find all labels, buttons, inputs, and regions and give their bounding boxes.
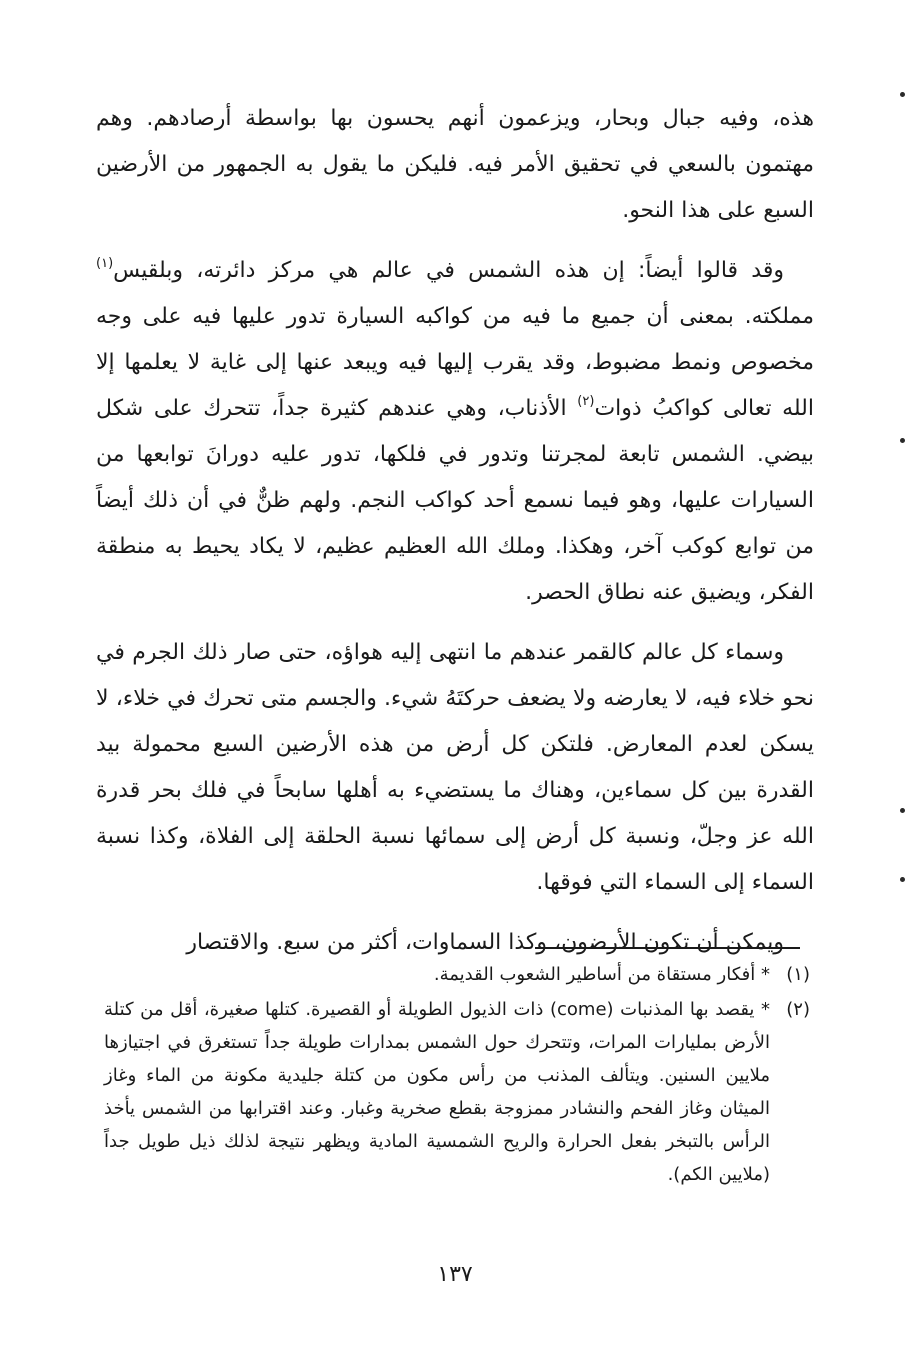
paragraph-2	[96, 248, 814, 616]
page-number: ١٣٧	[437, 1262, 473, 1287]
footnote-1-number: (١)	[786, 964, 810, 985]
paragraph-1-line-1: هذه، وفيه جبال وبحار، ويزعمون أنهم يحسون بها بواسطة أرصادهم. وهم	[96, 106, 814, 131]
paragraph-2-text-start: وقد قالوا أيضاً: إن هذه الشمس في عالم هي مركز دائرته، وبلقيس	[113, 258, 784, 283]
paragraph-1-line-3: الأرضين السبع على هذا النحو.	[96, 152, 814, 223]
paragraph-1-line-2: مهتمون بالسعي في تحقيق الأمر فيه. فليكن ما يقول به الجمهور من	[176, 152, 814, 177]
edge-mark	[900, 92, 905, 97]
paragraph-2-text-middle: مملكته. بمعنى أن جميع ما فيه من كواكبه السيارة تدور عليها فيه على وجه مخصوص ونمط مضبوط، وقد يقرب إليها فيه ويبعد عنها إلى غاية لا يعلمها إلا الله تعالى كواكبُ ذوات	[96, 304, 814, 421]
footnote-2	[104, 993, 810, 1191]
footnote-1	[104, 958, 810, 991]
paragraph-1	[96, 96, 814, 234]
footnote-ref-1[interactable]: (١)	[96, 256, 114, 271]
edge-mark	[900, 877, 905, 882]
edge-mark	[900, 438, 905, 443]
footnote-ref-2[interactable]: (٢)	[577, 394, 595, 409]
footnote-2-number: (٢)	[786, 999, 810, 1020]
footnote-2-text: * يقصد بها المذنبات (come) ذات الذيول الطويلة أو القصيرة. كتلها صغيرة، أقل من كتلة الأرض بمليارات المرات، وتتحرك حول الشمس بمدارات طويلة جداً تستغرق في اجتيازها ملايين السنين. ويتألف المذنب من رأس مكون من كتلة جليدية مكونة من الماء وغاز الميثان وغاز الفحم والنشادر ممزوجة بقطع صخرية وغبار. وعند اقترابها من الشمس يأخذ الرأس بالتبخر بفعل الحرارة والريح الشمسية المادية ويظهر نتيجة لذلك ذيل طويل جداً (ملايين الكم).	[104, 999, 770, 1185]
footnote-separator	[535, 947, 800, 949]
paragraph-4: ويمكن أن تكون الأرضون، وكذا السماوات، أكثر من سبع. والاقتصار	[186, 930, 784, 955]
edge-mark	[900, 808, 905, 813]
paragraph-3: وسماء كل عالم كالقمر عندهم ما انتهى إليه هواؤه، حتى صار ذلك الجرم في نحو خلاء فيه، لا يعارضه ولا يضعف حركتَهُ شيء. والجسم متى تحرك في خلاء، لا يسكن لعدم المعارض. فلتكن كل أرض من هذه الأرضين السبع محمولة بيد القدرة بين كل سماءين، وهناك ما يستضيء به أهلها سابحاً في فلك بحر قدرة الله عز وجلّ، ونسبة كل أرض إلى سمائها نسبة الحلقة إلى الفلاة، وكذا نسبة السماء إلى السماء التي فوقها.	[96, 640, 814, 895]
footnote-1-text: * أفكار مستقاة من أساطير الشعوب القديمة.	[433, 964, 770, 985]
footnotes	[104, 958, 810, 1193]
paragraph-2-text-end: الأذناب، وهي عندهم كثيرة جداً، تتحرك على شكل بيضي. الشمس تابعة لمجرتنا وتدور في فلكها، تدور عليه دورانَ توابعها من السيارات عليها، وهو فيما نسمع أحد كواكب النجم. ولهم ظنٌّ في أن ذلك أيضاً من توابع كوكب آخر، وهكذا. وملك الله العظيم عظيم، لا يكاد يحيط به منطقة الفكر، ويضيق عنه نطاق الحصر.	[96, 396, 814, 605]
main-text	[96, 96, 814, 966]
